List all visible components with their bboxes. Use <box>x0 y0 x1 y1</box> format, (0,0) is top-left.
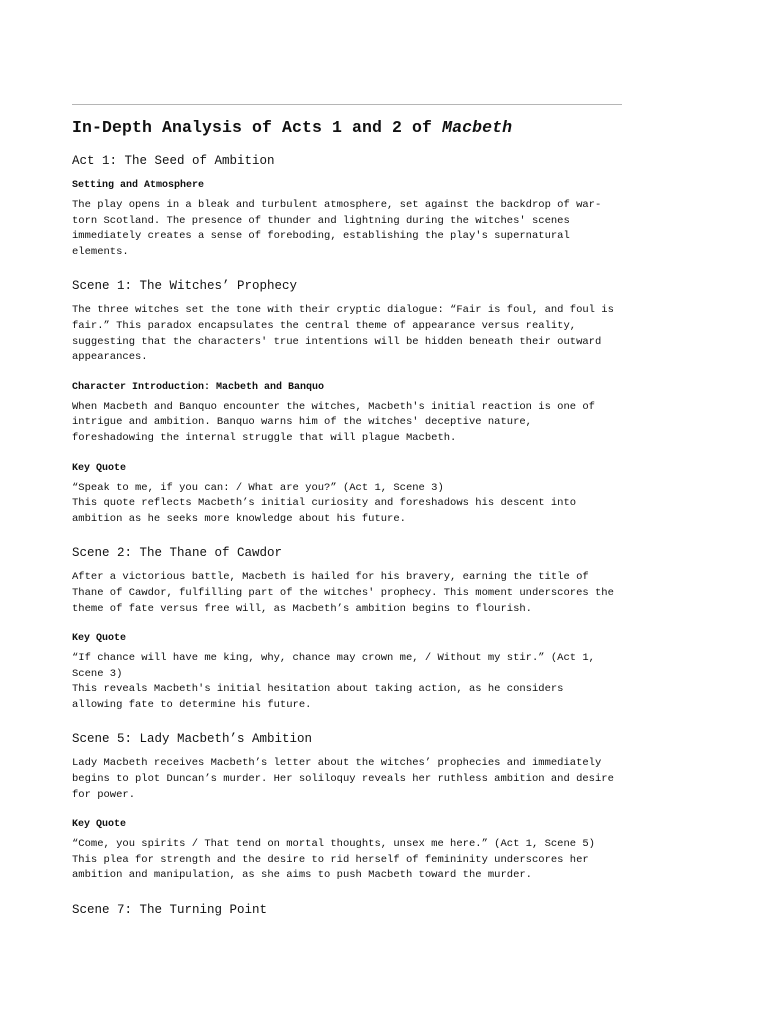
scene7-heading: Scene 7: The Turning Point <box>72 903 268 918</box>
scene2-heading: Scene 2: The Thane of Cawdor <box>72 546 283 561</box>
scene1-key-quote-paragraph: “Speak to me, if you can: / What are you?” (Act 1, Scene 3) This quote reflects Macbeth’s initial curiosity and foreshadows his descent into ambition as he seeks more knowledge about his future. <box>72 481 577 525</box>
scene2-key-quote-paragraph: “If chance will have me king, why, chance may crown me, / Without my stir.” (Act 1, Scene 3) This reveals Macbeth's initial hesitation about taking action, as he considers allowing fate to determine his future. <box>72 652 595 711</box>
title-italic: Macbeth <box>442 118 513 137</box>
title-text: In-Depth Analysis of Acts 1 and 2 of <box>72 118 443 137</box>
char-intro-paragraph: When Macbeth and Banquo encounter the witches, Macbeth's initial reaction is one of intrigue and ambition. Banquo warns him of the witches' deceptive nature, foreshadowing the internal struggle that will plague Macbeth. <box>72 400 595 444</box>
act1-heading: Act 1: The Seed of Ambition <box>72 154 275 168</box>
scene5-heading: Scene 5: Lady Macbeth’s Ambition <box>72 732 313 747</box>
scene1-key-quote-heading: Key Quote <box>72 462 127 474</box>
scene2-key-quote-heading: Key Quote <box>72 633 127 645</box>
setting-paragraph: The play opens in a bleak and turbulent atmosphere, set against the backdrop of war- torn Scotland. The presence of thunder and lightning during the witches' scenes immediately creates a sense of foreboding, establishing the play's supernatural elements. <box>72 199 602 258</box>
scene5-key-quote-heading: Key Quote <box>72 819 127 831</box>
page-title <box>72 116 628 140</box>
setting-heading: Setting and Atmosphere <box>72 180 205 191</box>
scene1-heading: Scene 1: The Witches’ Prophecy <box>72 279 298 294</box>
document-body <box>72 116 628 927</box>
scene2-paragraph: After a victorious battle, Macbeth is hailed for his bravery, earning the title of Thane of Cawdor, fulfilling part of the witches' prophecy. This moment underscores the theme of fate versus free will, as Macbeth’s ambition begins to flourish. <box>72 571 614 615</box>
top-divider <box>72 104 622 105</box>
scene5-paragraph: Lady Macbeth receives Macbeth’s letter about the witches’ prophecies and immediately begins to plot Duncan’s murder. Her soliloquy reveals her ruthless ambition and desire for power. <box>72 757 614 801</box>
scene5-key-quote-paragraph: “Come, you spirits / That tend on mortal thoughts, unsex me here.” (Act 1, Scene 5) This plea for strength and the desire to rid herself of femininity underscores her ambition and manipulation, as she aims to push Macbeth toward the murder. <box>72 838 595 882</box>
char-intro-heading: Character Introduction: Macbeth and Banquo <box>72 381 325 393</box>
scene1-paragraph: The three witches set the tone with their cryptic dialogue: “Fair is foul, and foul is fair.” This paradox encapsulates the central theme of appearance versus reality, suggesting that the characters' true intentions will be hidden beneath their outward appearances. <box>72 304 614 364</box>
